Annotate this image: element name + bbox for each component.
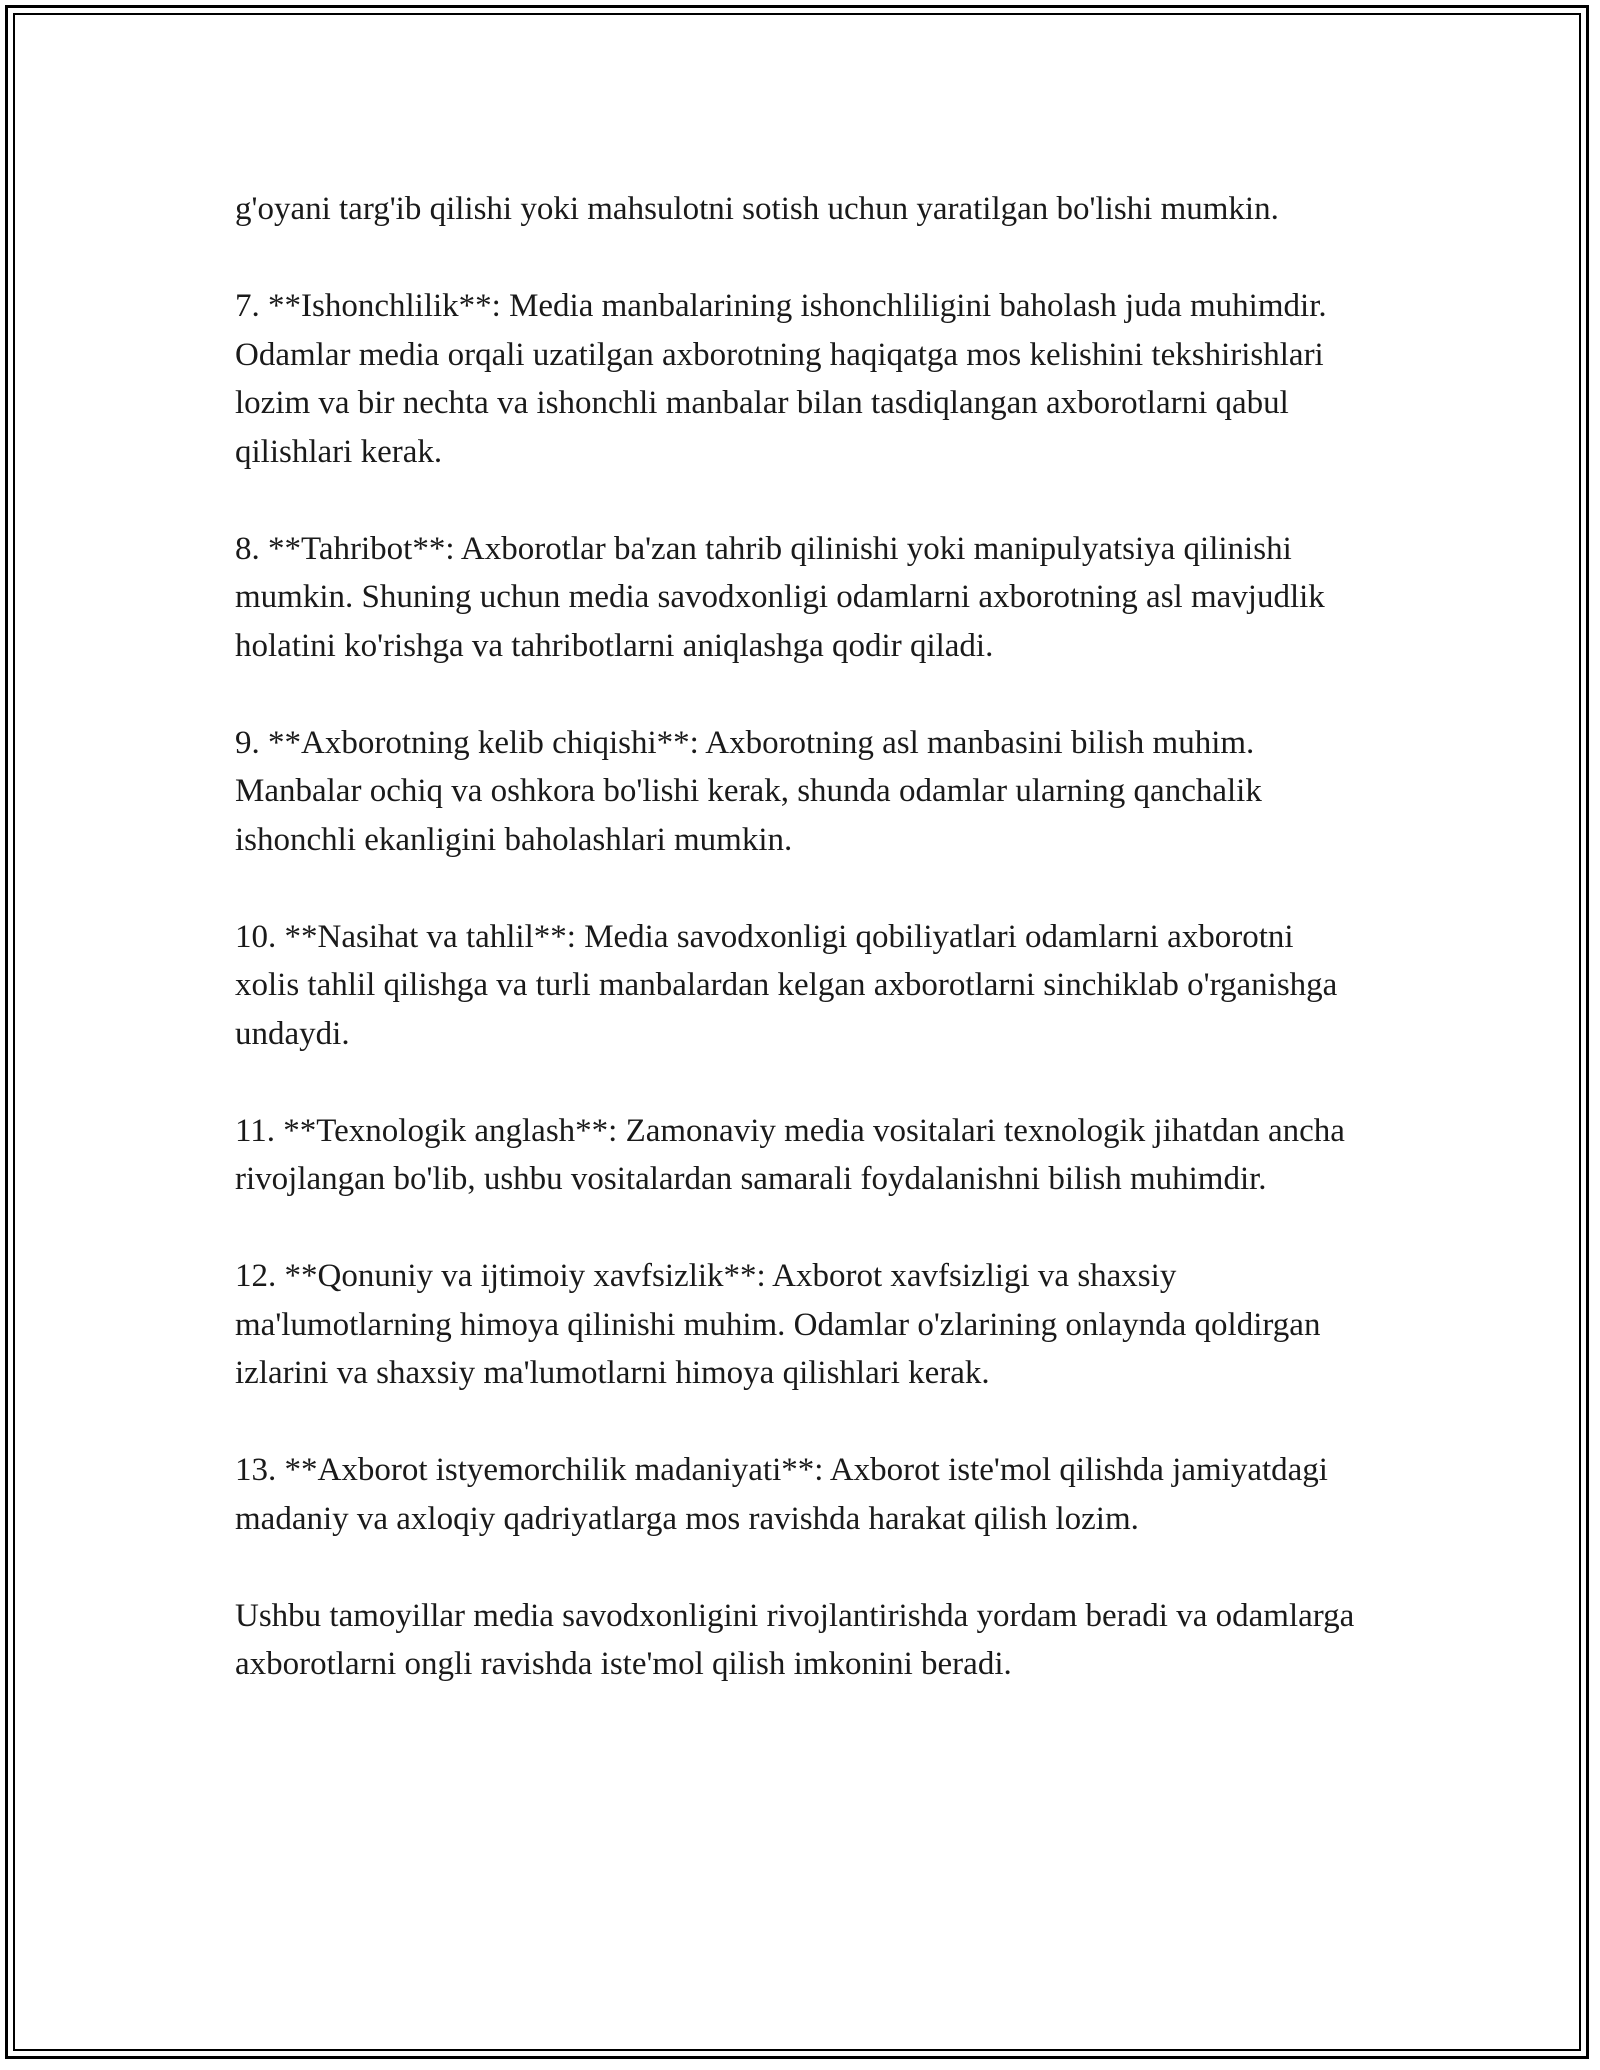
paragraph-item-8: 8. **Tahribot**: Axborotlar ba'zan tahrib qilinishi yoki manipulyatsiya qilinishi mumkin. Shuning uchun media savodxonligi odamlarni axborotning asl mavjudlik holatini ko'rishga va tahribotlarni aniqlashga qodir qiladi. <box>235 530 1325 664</box>
document-body <box>235 185 1365 1689</box>
paragraph-conclusion: Ushbu tamoyillar media savodxonligini rivojlantirishda yordam beradi va odamlarga axborotlarni ongli ravishda iste'mol qilish imkonini beradi. <box>235 1597 1355 1682</box>
paragraph-continuation: g'oyani targ'ib qilishi yoki mahsulotni sotish uchun yaratilgan bo'lishi mumkin. <box>235 191 1279 227</box>
paragraph-item-11: 11. **Texnologik anglash**: Zamonaviy media vositalari texnologik jihatdan ancha rivojlangan bo'lib, ushbu vositalardan samarali foydalanishni bilish muhimdir. <box>235 1112 1345 1197</box>
paragraph-item-9: 9. **Axborotning kelib chiqishi**: Axborotning asl manbasini bilish muhim. Manbalar ochiq va oshkora bo'lishi kerak, shunda odamlar ularning qanchalik ishonchli ekanligini baholashlari mumkin. <box>235 724 1262 858</box>
paragraph-item-10: 10. **Nasihat va tahlil**: Media savodxonligi qobiliyatlari odamlarni axborotni xolis tahlil qilishga va turli manbalardan kelgan axborotlarni sinchiklab o'rganishga undaydi. <box>235 918 1338 1052</box>
paragraph-item-7: 7. **Ishonchlilik**: Media manbalarining ishonchliligini baholash juda muhimdir. Odamlar media orqali uzatilgan axborotning haqiqatga mos kelishini tekshirishlari lozim va bir nechta va ishonchli manbalar bilan tasdiqlangan axborotlarni qabul qilishlari kerak. <box>235 288 1327 470</box>
paragraph-item-12: 12. **Qonuniy va ijtimoiy xavfsizlik**: Axborot xavfsizligi va shaxsiy ma'lumotlarning himoya qilinishi muhim. Odamlar o'zlarining onlaynda qoldirgan izlarini va shaxsiy ma'lumotlarni himoya qilishlari kerak. <box>235 1258 1321 1391</box>
paragraph-item-13: 13. **Axborot istyemorchilik madaniyati**: Axborot iste'mol qilishda jamiyatdagi madaniy va axloqiy qadriyatlarga mos ravishda harakat qilish lozim. <box>235 1452 1328 1537</box>
